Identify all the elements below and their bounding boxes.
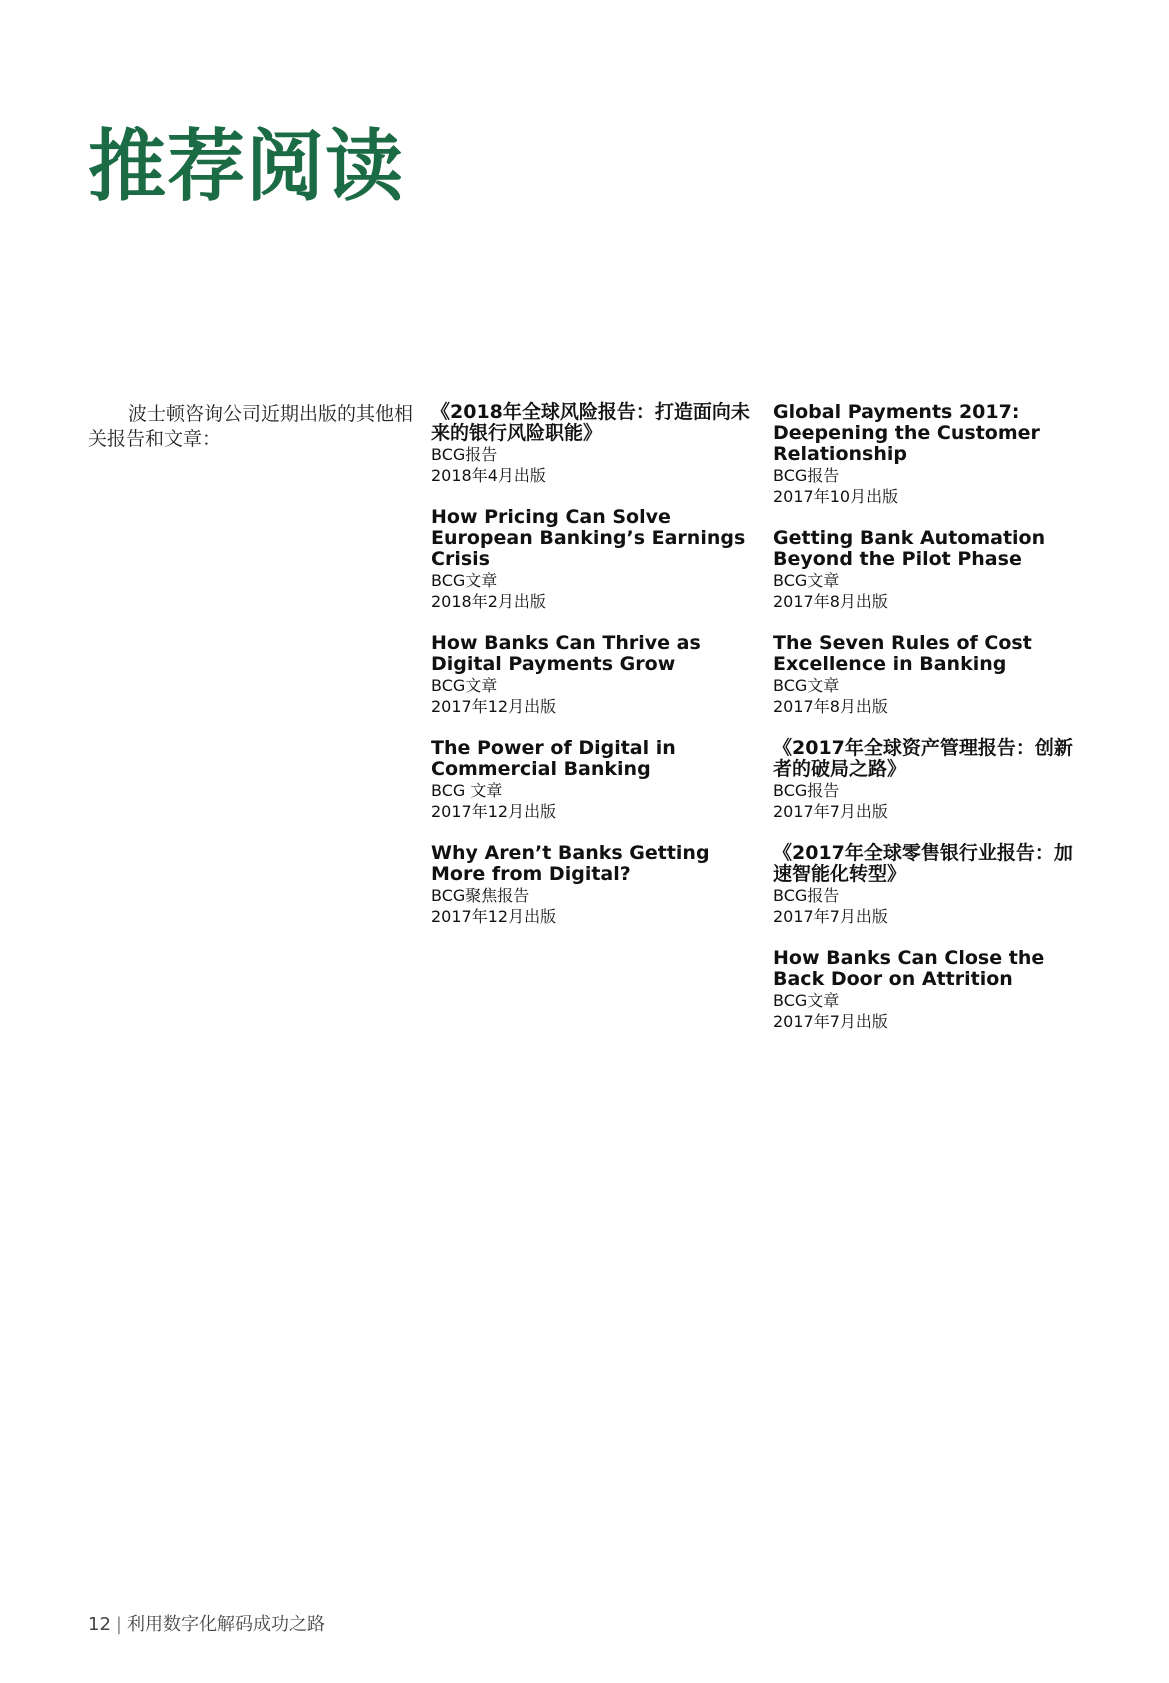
- entry-title: How Banks Can Thrive as Digital Payments Grow: [431, 632, 701, 675]
- reading-entry[interactable]: [773, 528, 1083, 612]
- entry-type: BCG 文章: [431, 781, 503, 800]
- reading-entry[interactable]: [773, 843, 1083, 927]
- footer-text: 利用数字化解码成功之路: [126, 1614, 325, 1635]
- page-title: 推荐阅读: [88, 121, 405, 212]
- entry-title: The Power of Digital in Commercial Banking: [431, 737, 676, 780]
- entry-title: Global Payments 2017: Deepening the Customer Relationship: [773, 401, 1040, 465]
- reading-entry[interactable]: [431, 633, 751, 717]
- entry-title: 《2017年全球资产管理报告：创新者的破局之路》: [773, 737, 1073, 780]
- entry-type: BCG报告: [431, 445, 498, 464]
- entry-title: The Seven Rules of Cost Excellence in Banking: [773, 632, 1032, 675]
- entry-title: How Pricing Can Solve European Banking’s Earnings Crisis: [431, 506, 746, 570]
- entry-date: 2017年12月出版: [431, 697, 557, 716]
- reading-entry[interactable]: [431, 738, 751, 822]
- entry-date: 2017年10月出版: [773, 487, 899, 506]
- entry-date: 2018年4月出版: [431, 466, 546, 485]
- reading-list-column-2: [773, 402, 1083, 1053]
- entry-title: 《2017年全球零售银行业报告：加速智能化转型》: [773, 842, 1073, 885]
- entry-date: 2017年12月出版: [431, 907, 557, 926]
- reading-list-column-1: [431, 402, 751, 948]
- entry-date: 2017年7月出版: [773, 1012, 888, 1031]
- entry-type: BCG报告: [773, 886, 840, 905]
- reading-entry[interactable]: [431, 507, 751, 612]
- reading-entry[interactable]: [773, 633, 1083, 717]
- entry-type: BCG报告: [773, 781, 840, 800]
- entry-type: BCG文章: [773, 571, 840, 590]
- reading-entry[interactable]: [773, 402, 1083, 507]
- reading-entry[interactable]: [773, 738, 1083, 822]
- intro-text: 波士顿咨询公司近期出版的其他相关报告和文章：: [88, 403, 414, 450]
- page-number: 12: [88, 1614, 111, 1635]
- entry-date: 2017年12月出版: [431, 802, 557, 821]
- entry-type: BCG文章: [773, 991, 840, 1010]
- entry-date: 2018年2月出版: [431, 592, 546, 611]
- footer-separator: |: [115, 1614, 122, 1635]
- entry-type: BCG文章: [431, 571, 498, 590]
- entry-type: BCG文章: [773, 676, 840, 695]
- reading-entry[interactable]: [431, 402, 751, 486]
- entry-type: BCG报告: [773, 466, 840, 485]
- entry-title: Why Aren’t Banks Getting More from Digital?: [431, 842, 710, 885]
- entry-date: 2017年8月出版: [773, 697, 888, 716]
- entry-date: 2017年7月出版: [773, 802, 888, 821]
- page-footer: [88, 1613, 325, 1637]
- entry-date: 2017年8月出版: [773, 592, 888, 611]
- entry-date: 2017年7月出版: [773, 907, 888, 926]
- entry-title: 《2018年全球风险报告：打造面向未来的银行风险职能》: [431, 401, 750, 444]
- entry-type: BCG聚焦报告: [431, 886, 530, 905]
- reading-entry[interactable]: [431, 843, 751, 927]
- reading-entry[interactable]: [773, 948, 1083, 1032]
- entry-title: How Banks Can Close the Back Door on Attrition: [773, 947, 1045, 990]
- entry-title: Getting Bank Automation Beyond the Pilot Phase: [773, 527, 1046, 570]
- entry-type: BCG文章: [431, 676, 498, 695]
